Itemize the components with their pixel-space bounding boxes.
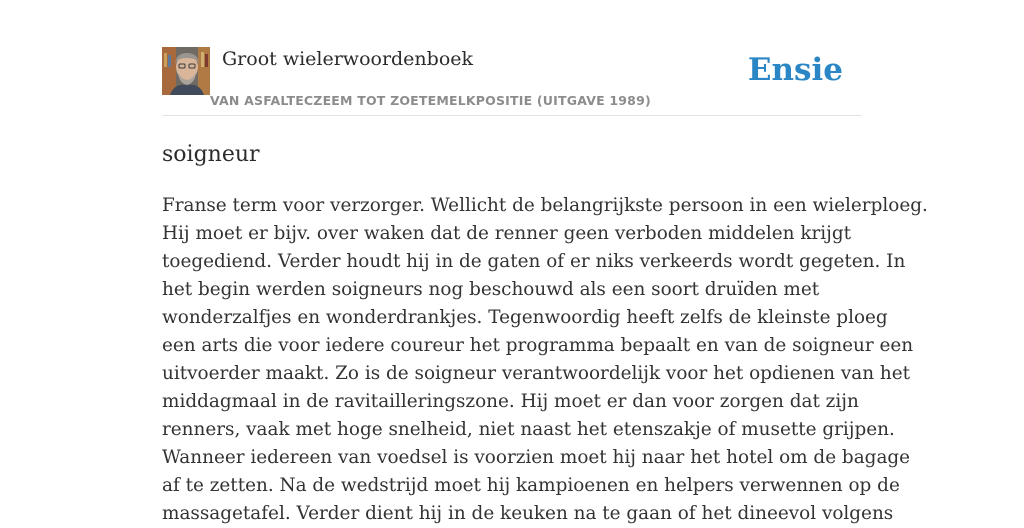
definition-line: massagetafel. Verder dient hij in de keuken na te gaan of het dineevol volgens	[162, 503, 894, 524]
author-avatar[interactable]	[162, 47, 210, 95]
definition-line: uitvoerder maakt. Zo is de soigneur verantwoordelijk voor het opdienen van het	[162, 363, 911, 384]
ensie-logo[interactable]: Ensie	[747, 52, 843, 88]
book-header	[162, 46, 862, 116]
book-title[interactable]: Groot wielerwoordenboek	[222, 48, 474, 70]
definition-line: een arts die voor iedere coureur het programma bepaalt en van de soigneur een	[162, 335, 914, 356]
definition-line: renners, vaak met hoge snelheid, niet naast het etenszakje of musette grijpen.	[162, 419, 895, 440]
definition-line: toegediend. Verder houdt hij in de gaten of er niks verkeerds wordt gegeten. In	[162, 251, 906, 272]
entry-definition	[162, 192, 928, 528]
entry-headword: soigneur	[162, 142, 260, 167]
definition-line: af te zetten. Na de wedstrijd moet hij kampioenen en helpers verwennen op de	[162, 475, 900, 496]
definition-line: Wanneer iedereen van voedsel is voorzien moet hij naar het hotel om de bagage	[162, 447, 911, 468]
definition-line: wonderzalfjes en wonderdrankjes. Tegenwoordig heeft zelfs de kleinste ploeg	[162, 307, 888, 328]
definition-line: Hij moet er bijv. over waken dat de renner geen verboden middelen krijgt	[162, 223, 852, 244]
definition-line: het begin werden soigneurs nog beschouwd als een soort druïden met	[162, 279, 820, 300]
definition-line: middagmaal in de ravitailleringszone. Hij moet er dan voor zorgen dat zijn	[162, 391, 859, 412]
author-portrait-icon	[162, 47, 210, 95]
definition-line: Franse term voor verzorger. Wellicht de belangrijkste persoon in een wielerploeg.	[162, 195, 928, 216]
book-subtitle: VAN ASFALTECZEEM TOT ZOETEMELKPOSITIE (UITGAVE 1989)	[210, 93, 651, 108]
